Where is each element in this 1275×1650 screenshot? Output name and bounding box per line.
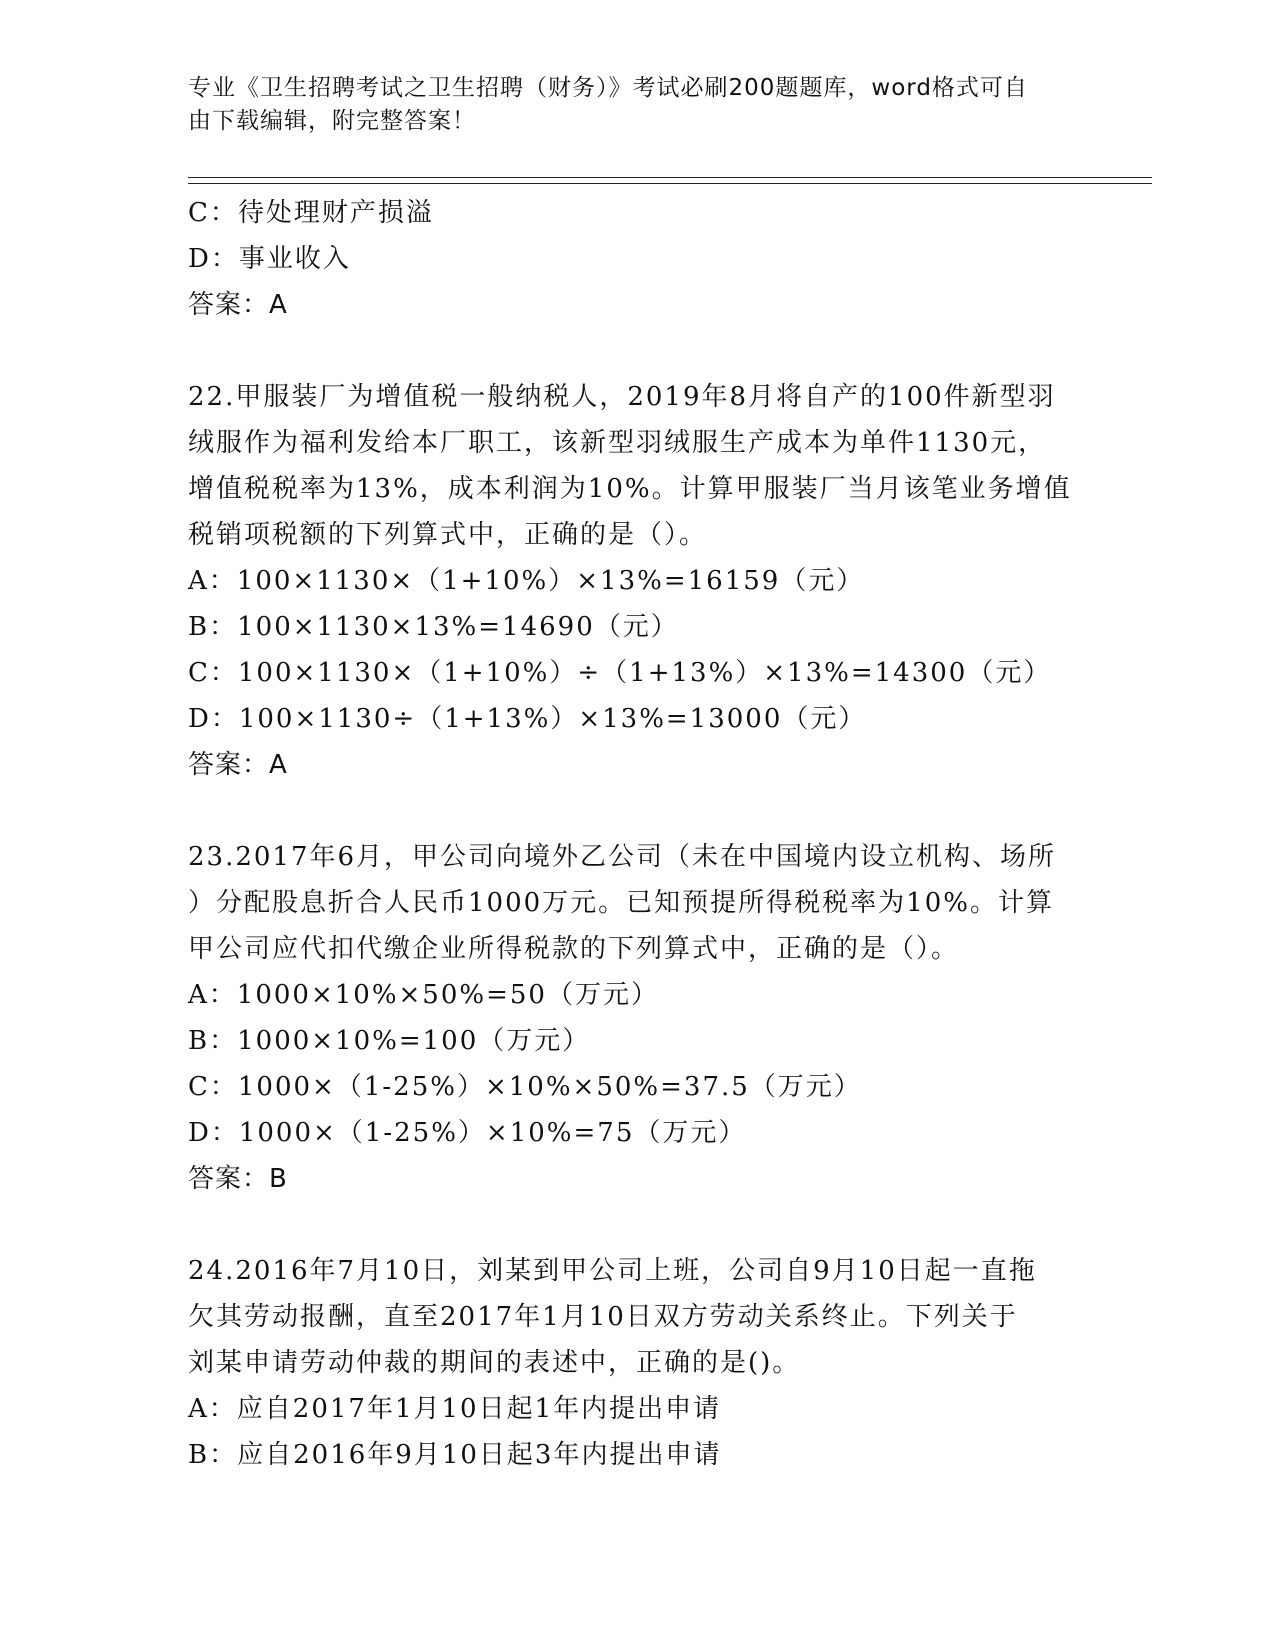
q22-option-d: D：100×1130÷（1+13%）×13%=13000（元） (188, 704, 867, 734)
q23-option-c: C：1000×（1-25%）×10%×50%=37.5（万元） (188, 1072, 862, 1102)
spacer (188, 328, 1088, 374)
q24-option-b: B：应自2016年9月10日起3年内提出申请 (188, 1440, 722, 1470)
q23-option-b: B：1000×10%=100（万元） (188, 1026, 591, 1056)
q24-stem-line-3: 刘某申请劳动仲裁的期间的表述中，正确的是()。 (188, 1348, 801, 1378)
page-header (188, 72, 1088, 138)
spacer (188, 788, 1088, 834)
q23-stem-line-1: 23.2017年6月，甲公司向境外乙公司（未在中国境内设立机构、场所 (188, 842, 1057, 872)
q24-stem-line-2: 欠其劳动报酬，直至2017年1月10日双方劳动关系终止。下列关于 (188, 1302, 1018, 1332)
header-title-line-1: 专业《卫生招聘考试之卫生招聘（财务）》考试必刷200题题库，word格式可自 (188, 75, 1028, 101)
q23-option-a: A：1000×10%×50%=50（万元） (188, 980, 659, 1010)
q21-option-d: D：事业收入 (188, 244, 351, 274)
q22-option-a: A：100×1130×（1+10%）×13%=16159（元） (188, 566, 865, 596)
header-double-rule (188, 177, 1152, 184)
q24-stem-line-1: 24.2016年7月10日，刘某到甲公司上班，公司自9月10日起一直拖 (188, 1256, 1037, 1286)
q23-stem-line-3: 甲公司应代扣代缴企业所得税款的下列算式中，正确的是（）。 (188, 934, 960, 964)
q23-answer: 答案：B (188, 1164, 288, 1194)
q22-stem-line-2: 绒服作为福利发给本厂职工，该新型羽绒服生产成本为单件1130元， (188, 428, 1047, 458)
q22-answer: 答案：A (188, 750, 288, 780)
q22-stem-line-3: 增值税税率为13%，成本利润为10%。计算甲服装厂当月该笔业务增值 (188, 474, 1072, 504)
q22-option-c: C：100×1130×（1+10%）÷（1+13%）×13%=14300（元） (188, 658, 1052, 688)
q21-answer: 答案：A (188, 290, 288, 320)
q23-stem-line-2: ）分配股息折合人民币1000万元。已知预提所得税税率为10%。计算 (188, 888, 1054, 918)
document-body (188, 190, 1088, 1478)
q22-option-b: B：100×1130×13%=14690（元） (188, 612, 679, 642)
q22-stem-line-1: 22.甲服装厂为增值税一般纳税人，2019年8月将自产的100件新型羽 (188, 382, 1056, 412)
q21-option-c: C：待处理财产损溢 (188, 198, 434, 228)
q22-stem-line-4: 税销项税额的下列算式中，正确的是（）。 (188, 520, 708, 550)
q24-option-a: A：应自2017年1月10日起1年内提出申请 (188, 1394, 722, 1424)
q23-option-d: D：1000×（1-25%）×10%=75（万元） (188, 1118, 747, 1148)
header-title-line-2: 由下载编辑，附完整答案！ (188, 108, 476, 134)
spacer (188, 1202, 1088, 1248)
